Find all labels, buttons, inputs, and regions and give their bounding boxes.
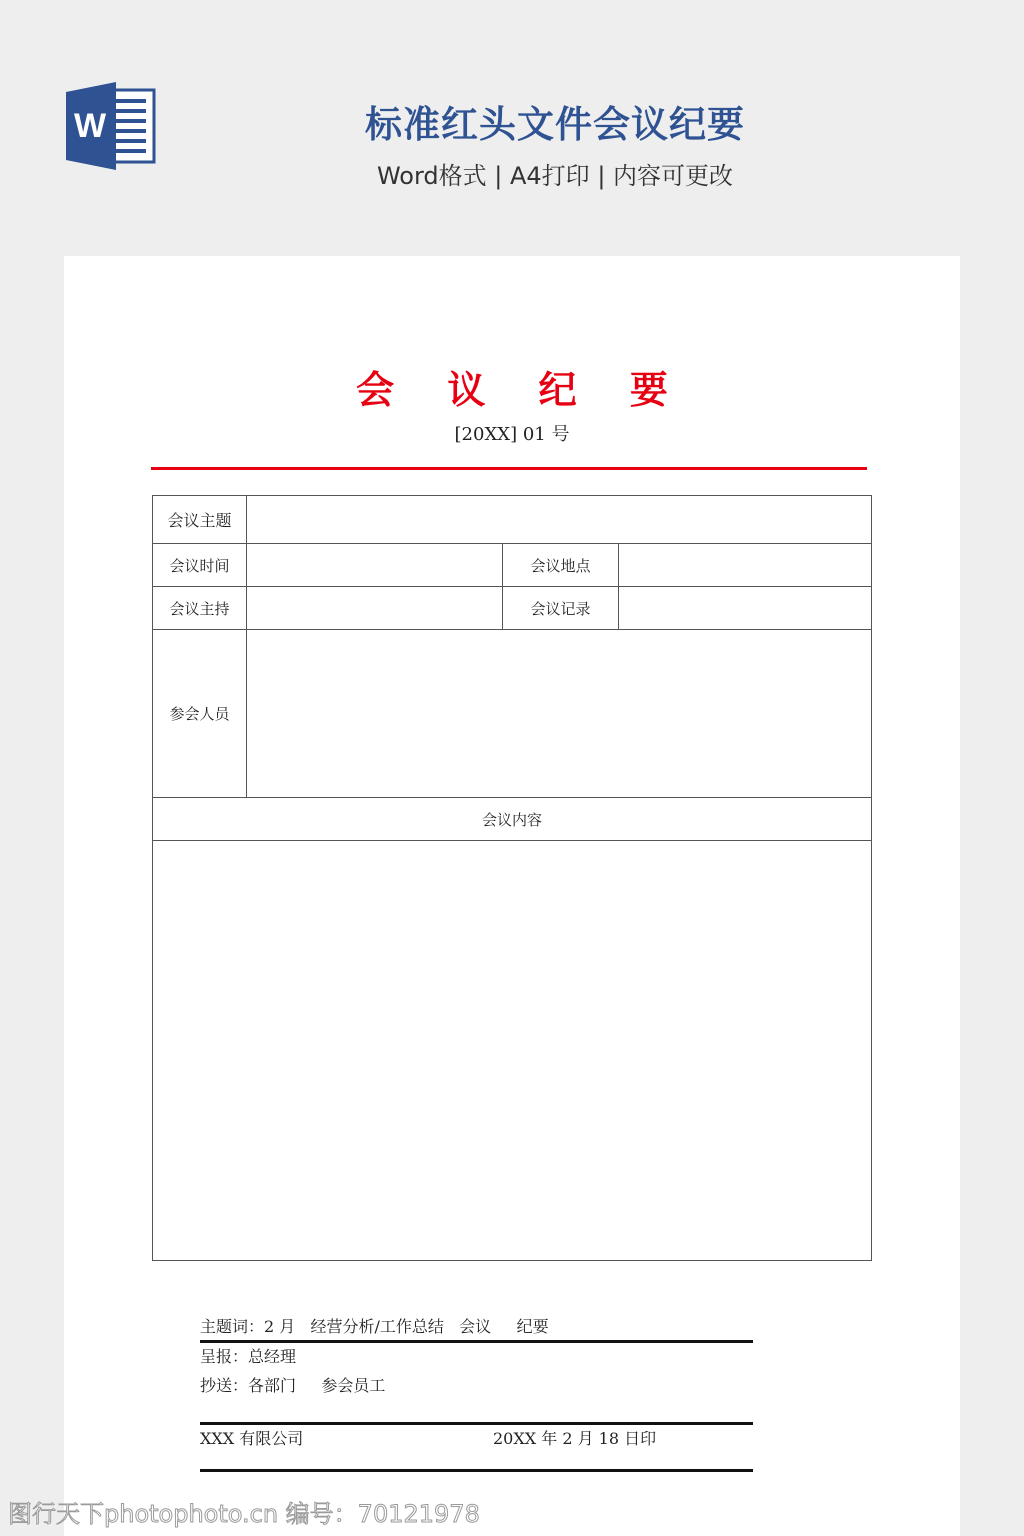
table-row: [153, 798, 872, 841]
attendees-label: 参会人员: [153, 630, 247, 798]
meeting-form-table: [152, 495, 872, 1261]
footer-rule-top: [200, 1340, 753, 1343]
footer-rule-middle: [200, 1422, 753, 1425]
document-title: 会 议 纪 要: [356, 367, 668, 412]
time-field[interactable]: [247, 544, 503, 587]
recorder-label: 会议记录: [503, 587, 619, 630]
topic-label: 会议主题: [153, 496, 247, 544]
recorder-field[interactable]: [619, 587, 872, 630]
page-subtitle: Word格式 | A4打印 | 内容可更改: [376, 162, 734, 190]
company-name: XXX 有限公司: [200, 1429, 304, 1448]
table-row: [153, 630, 872, 798]
table-row: [153, 544, 872, 587]
content-label: 会议内容: [153, 798, 872, 841]
word-icon-letter: W: [73, 107, 107, 145]
time-label: 会议时间: [153, 544, 247, 587]
report-to-line: 呈报：总经理: [200, 1347, 297, 1366]
host-label: 会议主持: [153, 587, 247, 630]
red-header-rule: [151, 467, 867, 470]
print-date: 20XX 年 2 月 18 日印: [493, 1429, 657, 1448]
page-title: 标准红头文件会议纪要: [365, 103, 745, 146]
watermark-text: 图行天下photophoto.cn 编号：70121978: [8, 1500, 480, 1528]
table-row: [153, 496, 872, 544]
document-number: [20XX] 01 号: [454, 424, 570, 445]
place-label: 会议地点: [503, 544, 619, 587]
footer-rule-bottom: [200, 1469, 753, 1472]
table-row: [153, 841, 872, 1261]
word-document-icon: [64, 82, 156, 170]
content-field[interactable]: [153, 841, 872, 1261]
document-page: [64, 256, 960, 1536]
place-field[interactable]: [619, 544, 872, 587]
topic-field[interactable]: [247, 496, 872, 544]
host-field[interactable]: [247, 587, 503, 630]
keywords-line: 主题词：2 月 经营分析/工作总结 会议 纪要: [200, 1317, 549, 1336]
table-row: [153, 587, 872, 630]
attendees-field[interactable]: [247, 630, 872, 798]
copy-to-line: 抄送：各部门 参会员工: [200, 1376, 386, 1395]
